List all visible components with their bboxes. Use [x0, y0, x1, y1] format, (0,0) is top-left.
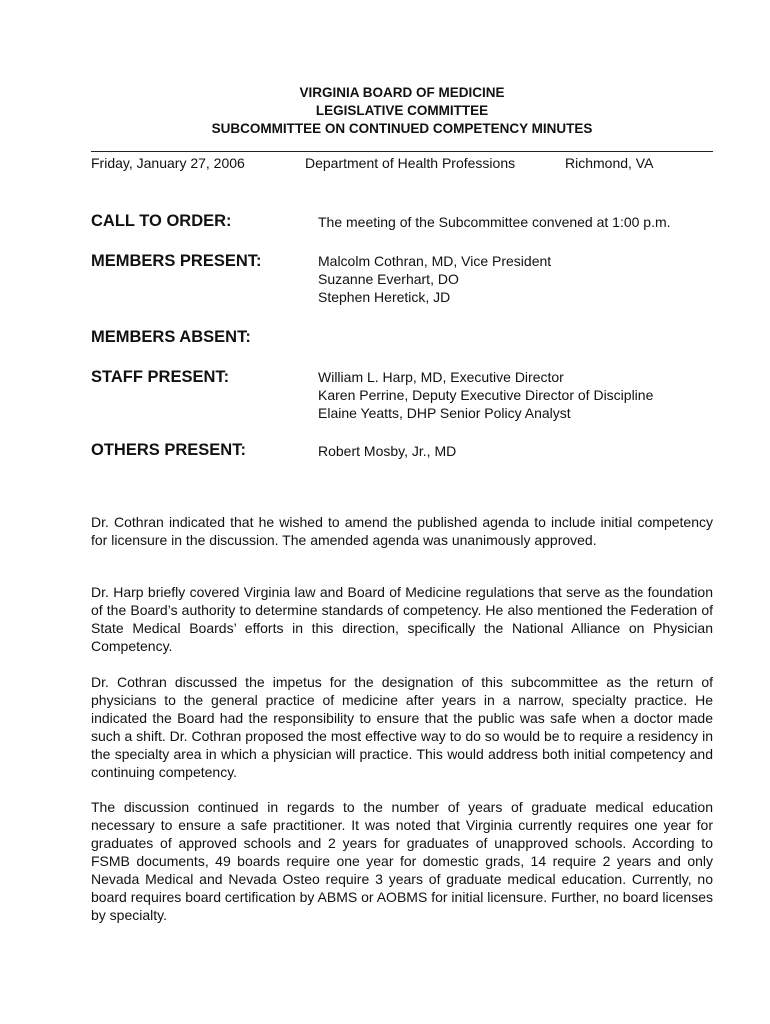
- header-org: VIRGINIA BOARD OF MEDICINE: [299, 85, 505, 100]
- staff-present-list: [318, 368, 653, 422]
- meeting-location: Department of Health Professions: [305, 155, 516, 171]
- call-to-order-value: The meeting of the Subcommittee convened at 1:00 p.m.: [318, 214, 671, 230]
- member-name: Malcolm Cothran, MD, Vice President: [318, 253, 552, 269]
- call-to-order-label: CALL TO ORDER:: [91, 212, 232, 230]
- staff-name: Elaine Yeatts, DHP Senior Policy Analyst: [318, 405, 571, 421]
- other-name: Robert Mosby, Jr., MD: [318, 443, 457, 459]
- body-paragraph: Dr. Harp briefly covered Virginia law and Board of Medicine regulations that serve as the foundation of the Board’s authority to determine standards of competency. He also mentioned the Federation of State Medical Boards’ efforts in this direction, specifically the National Alliance on Physician Competency.: [91, 584, 713, 654]
- body-paragraph: Dr. Cothran indicated that he wished to amend the published agenda to include initial competency for licensure in the discussion. The amended agenda was unanimously approved.: [91, 514, 713, 548]
- meeting-city: Richmond, VA: [565, 155, 654, 171]
- body-paragraph: The discussion continued in regards to the number of years of graduate medical education necessary to ensure a safe practitioner. It was noted that Virginia currently requires one year for graduates of approved schools and 2 years for graduates of unapproved schools. According to FSMB documents, 49 boards require one year for domestic grads, 14 require 2 years and only Nevada Medical and Nevada Osteo require 3 years of graduate medical education. Currently, no board requires board certification by ABMS or AOBMS for initial licensure. Further, no board licenses by specialty.: [91, 799, 713, 923]
- body-paragraph: Dr. Cothran discussed the impetus for the designation of this subcommittee as the return of physicians to the general practice of medicine after years in a narrow, specialty practice. He indicated the Board had the responsibility to ensure that the public was safe when a doctor made such a shift. Dr. Cothran proposed the most effective way to do so would be to require a residency in the specialty area in which a physician will practice. This would address both initial competency and continuing competency.: [91, 674, 713, 780]
- staff-name: William L. Harp, MD, Executive Director: [318, 369, 564, 385]
- others-present-label: OTHERS PRESENT:: [91, 441, 246, 459]
- header-committee: LEGISLATIVE COMMITTEE: [315, 103, 489, 118]
- member-name: Stephen Heretick, JD: [318, 289, 451, 305]
- header-divider: [91, 151, 713, 152]
- members-present-list: [318, 252, 551, 306]
- member-name: Suzanne Everhart, DO: [318, 271, 459, 287]
- members-present-label: MEMBERS PRESENT:: [91, 252, 262, 270]
- members-absent-label: MEMBERS ABSENT:: [91, 328, 251, 346]
- meeting-date: Friday, January 27, 2006: [91, 155, 245, 171]
- document-header: [91, 84, 713, 138]
- header-title: SUBCOMMITTEE ON CONTINUED COMPETENCY MINUTES: [211, 121, 593, 136]
- staff-name: Karen Perrine, Deputy Executive Director of Discipline: [318, 387, 654, 403]
- others-present-list: [318, 442, 456, 460]
- staff-present-label: STAFF PRESENT:: [91, 368, 230, 386]
